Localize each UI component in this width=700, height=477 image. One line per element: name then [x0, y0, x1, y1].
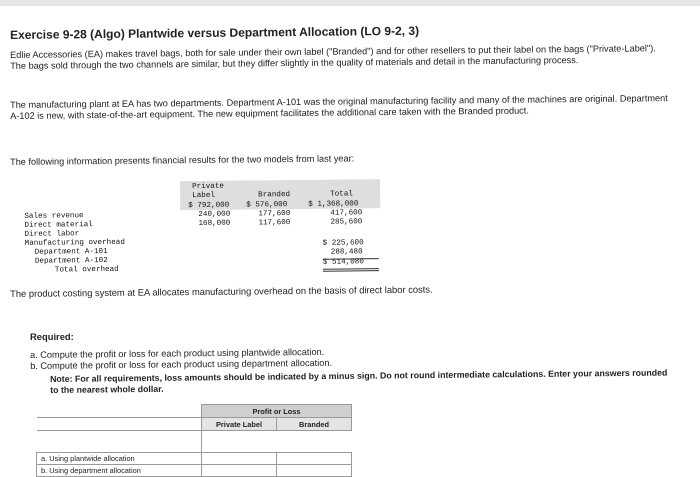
row-label-a102: Department A-102 [34, 256, 108, 266]
col-header-branded: Branded [277, 418, 352, 431]
labor-total: 285,600 [330, 218, 363, 227]
input-department-branded[interactable] [277, 465, 352, 477]
row-label-total-overhead: Total overhead [54, 265, 119, 275]
row-label-a101: Department A-101 [34, 247, 108, 257]
rounding-note: Note: For all requirements, loss amounts should be indicated by a minus sign. Do not round intermediate calculations. Enter your answers rounded to the nearest whole dollar. [50, 367, 668, 395]
row-label-labor: Direct labor [24, 230, 80, 239]
col-private-line2: Label [192, 191, 215, 201]
spacer-cell-2 [202, 431, 277, 453]
profit-or-loss-header: Profit or Loss [202, 405, 352, 418]
row-label-sales: Sales revenue [24, 212, 84, 221]
labor-branded: 117,600 [258, 219, 291, 228]
input-plantwide-private[interactable] [202, 453, 277, 465]
plant-paragraph: The manufacturing plant at EA has two departments. Department A-101 was the original manufacturing facility and many of the machines are original. Department A-102 is new, with state-of-the-art equipment. The new equipment facilitates the additional care taken with the Branded product. [10, 93, 668, 121]
costing-paragraph: The product costing system at EA allocates manufacturing overhead on the basis of direct labor costs. [10, 283, 433, 299]
total-rule-2 [323, 270, 379, 272]
required-heading: Required: [30, 331, 74, 342]
labor-private: 168,000 [198, 219, 231, 229]
a101-total: $ 225,600 [322, 239, 364, 248]
material-private: 240,000 [198, 210, 231, 220]
answer-table [36, 404, 352, 477]
financial-results-table [10, 178, 511, 293]
spacer-cell-3 [277, 431, 352, 453]
row-label-department: b. Using department allocation [37, 465, 202, 477]
overhead-total: $ 514,080 [322, 258, 364, 267]
material-total: 417,600 [330, 209, 363, 218]
intro-paragraph: Edlie Accessories (EA) makes travel bags, both for sale under their own label ("Branded") and for other resellers to put their label on the bags ("Private-Label"). The bags sold through the two channels are similar, but they differ slightly in the quality of materials and detail in the manufacturing process. [10, 43, 656, 71]
col-private-line1: Private [192, 182, 224, 192]
input-plantwide-branded[interactable] [277, 453, 352, 465]
row-label-plantwide: a. Using plantwide allocation [37, 453, 202, 465]
corner-cell-2 [37, 418, 202, 431]
required-b: b. Compute the profit or loss for each product using department allocation. [30, 357, 333, 371]
col-branded: Branded [258, 191, 291, 200]
following-paragraph: The following information presents financial results for the two models from last year: [10, 153, 355, 167]
required-a: a. Compute the profit or loss for each product using plantwide allocation. [30, 346, 325, 360]
sales-private: $ 792,000 [188, 201, 230, 211]
top-edge [0, 0, 700, 6]
input-department-private[interactable] [202, 465, 277, 477]
material-branded: 177,600 [258, 210, 291, 219]
exercise-title: Exercise 9-28 (Algo) Plantwide versus Department Allocation (LO 9-2, 3) [10, 23, 420, 42]
corner-cell [37, 405, 202, 418]
col-header-private-label: Private Label [202, 418, 277, 431]
col-total: Total [330, 190, 353, 199]
sales-branded: $ 576,000 [246, 201, 288, 210]
a102-total: 288,480 [330, 248, 363, 257]
sales-total: $ 1,368,000 [308, 200, 359, 209]
row-label-material: Direct material [24, 221, 93, 230]
row-label-overhead: Manufacturing overhead [24, 238, 125, 248]
spacer-cell [37, 431, 202, 453]
